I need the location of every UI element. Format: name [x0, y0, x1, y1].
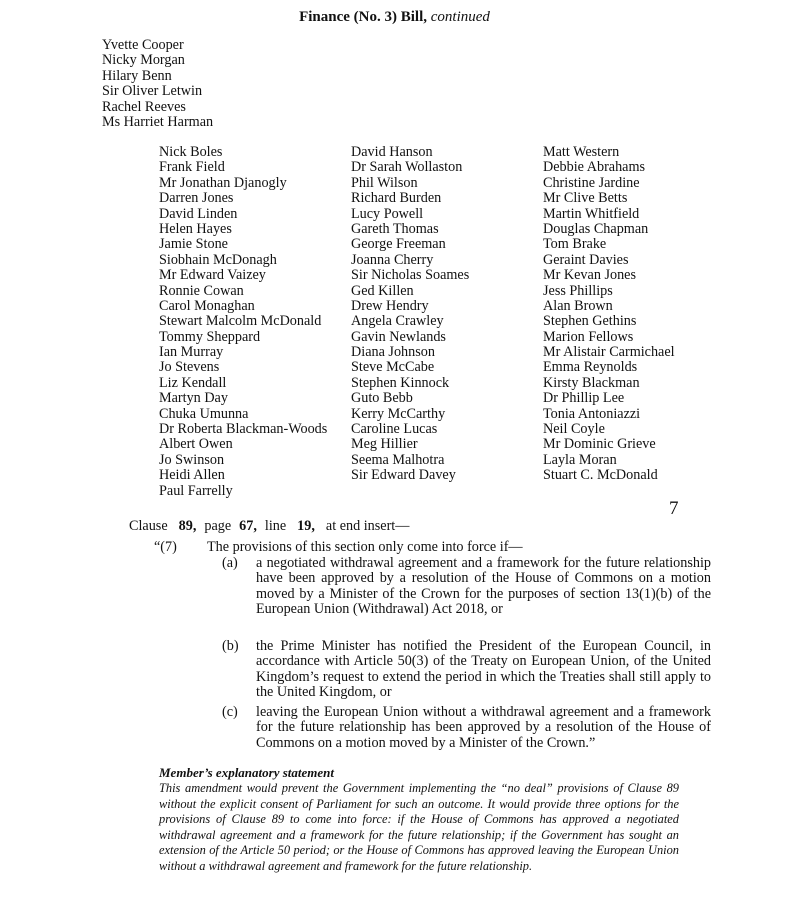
supporter-name: Martyn Day [159, 390, 228, 407]
supporter-name: Kerry McCarthy [351, 405, 446, 422]
clause-reference [129, 519, 409, 534]
supporter-name: Nick Boles [159, 144, 223, 160]
bill-title: Finance (No. 3) Bill, [299, 9, 427, 25]
line-word: line [264, 518, 287, 534]
supporter-name: Neil Coyle [543, 421, 605, 438]
page-number: 67, [239, 518, 257, 534]
supporter-name: Phil Wilson [351, 174, 418, 191]
supporter-name: Alan Brown [543, 297, 613, 314]
primary-name: Ms Harriet Harman [102, 113, 214, 130]
supporter-name: Jamie Stone [159, 236, 228, 253]
supporter-name: Stephen Gethins [543, 313, 637, 330]
supporter-name: Marion Fellows [543, 328, 634, 345]
supporter-name: Helen Hayes [159, 220, 232, 237]
supporter-name: Mr Alistair Carmichael [543, 344, 675, 361]
supporter-name: Jess Phillips [543, 282, 613, 299]
supporter-name: Angela Crawley [351, 313, 444, 330]
supporter-name: Geraint Davies [543, 251, 629, 268]
supporter-name: Paul Farrelly [159, 482, 233, 499]
supporter-name: Emma Reynolds [543, 359, 638, 376]
paragraph-text: a negotiated withdrawal agreement and a framework for the future relationship have been approved by a resolution of the House of Commons on a motion moved by a Minister of the Crown for the purposes of section 13(1)(b) of the European Union (Withdrawal) Act 2018, or [256, 555, 711, 618]
supporter-name: Matt Western [543, 144, 620, 160]
supporter-name: Tommy Sheppard [159, 328, 261, 345]
supporter-name: Christine Jardine [543, 174, 640, 191]
supporter-name: Martin Whitfield [543, 205, 640, 222]
supporter-name: Ian Murray [159, 344, 224, 361]
paragraph-text: leaving the European Union without a withdrawal agreement and a framework for the future relationship has been approved by a resolution of the House of Commons on a motion moved by a Minister of the Crown.” [256, 704, 711, 751]
supporter-name: Meg Hillier [351, 436, 418, 453]
supporter-name: Gareth Thomas [351, 220, 439, 237]
primary-name: Yvette Cooper [102, 37, 184, 53]
paragraph-label: (b) [222, 638, 239, 654]
primary-name: Hilary Benn [102, 67, 172, 84]
explanatory-statement-text: This amendment would prevent the Government implementing the “no deal” provisions of Clause 89 without the explicit consent of Parliament for such an outcome. It would provide three options for the provisions of Clause 89 to come into force: if the House of Commons has approved a negotiated withdrawal agreement and a framework for the future relationship; if the Government has sought an extension of the Article 50 period; or the House of Commons has approved leaving the European Union without a withdrawal agreement and framework for the future relationship. [159, 781, 679, 873]
supporter-name: Layla Moran [543, 451, 617, 468]
supporter-name: Carol Monaghan [159, 297, 255, 314]
supporter-name: Frank Field [159, 159, 225, 176]
subsection-number: “(7) [154, 539, 177, 555]
supporter-name: Albert Owen [159, 436, 233, 453]
supporter-name: Chuka Umunna [159, 405, 249, 422]
supporter-name: Douglas Chapman [543, 220, 649, 237]
supporter-name: Darren Jones [159, 190, 234, 207]
supporter-name: Jo Swinson [159, 451, 225, 468]
supporter-name: Stuart C. McDonald [543, 467, 658, 484]
supporter-name: Siobhain McDonagh [159, 251, 277, 268]
amendment-number: 7 [669, 498, 679, 519]
supporter-name: Sir Edward Davey [351, 467, 456, 484]
primary-name: Nicky Morgan [102, 52, 185, 69]
supporters-column-1 [159, 145, 327, 499]
supporter-name: Tonia Antoniazzi [543, 405, 641, 422]
supporter-name: Debbie Abrahams [543, 159, 646, 176]
supporter-name: Dr Phillip Lee [543, 390, 625, 407]
page-word: page [204, 518, 232, 534]
paragraph-text: the Prime Minister has notified the President of the European Council, in accordance with Article 50(3) of the Treaty on European Union, of the United Kingdom’s request to extend the period in which the Treaties shall still apply to the United Kingdom, or [256, 638, 711, 701]
insert-instruction: at end insert— [325, 518, 410, 534]
supporter-name: Lucy Powell [351, 205, 424, 222]
primary-name: Rachel Reeves [102, 98, 186, 115]
primary-names-list [102, 38, 213, 130]
supporters-column-2 [351, 145, 469, 484]
paragraph-label: (a) [222, 555, 238, 571]
supporter-name: Mr Edward Vaizey [159, 267, 266, 284]
primary-name: Sir Oliver Letwin [102, 83, 203, 100]
supporter-name: Mr Jonathan Djanogly [159, 174, 287, 191]
subsection-text: The provisions of this section only come into force if— [207, 539, 523, 555]
supporter-name: George Freeman [351, 236, 446, 253]
supporter-name: Stewart Malcolm McDonald [159, 313, 322, 330]
supporter-name: Dr Sarah Wollaston [351, 159, 463, 176]
supporter-name: Mr Clive Betts [543, 190, 628, 207]
supporter-name: Mr Kevan Jones [543, 267, 636, 284]
supporter-name: Diana Johnson [351, 344, 435, 361]
clause-number: 89, [178, 518, 197, 534]
supporter-name: Ronnie Cowan [159, 282, 244, 299]
supporter-name: David Hanson [351, 144, 433, 160]
supporters-column-3 [543, 145, 675, 484]
clause-word: Clause [129, 518, 168, 534]
paragraph-label: (c) [222, 704, 238, 720]
subsection-7 [154, 540, 523, 555]
bill-title-continued: continued [430, 9, 490, 25]
supporter-name: Gavin Newlands [351, 328, 446, 345]
supporter-name: Steve McCabe [351, 359, 435, 376]
supporter-name: Heidi Allen [159, 467, 225, 484]
supporter-name: Liz Kendall [159, 374, 227, 391]
supporter-name: Joanna Cherry [351, 251, 434, 268]
supporter-name: Ged Killen [351, 282, 414, 299]
supporter-name: Jo Stevens [159, 359, 220, 376]
supporter-name: David Linden [159, 205, 238, 222]
supporter-name: Caroline Lucas [351, 421, 438, 438]
line-number: 19, [297, 518, 315, 534]
page-title [0, 8, 789, 26]
supporter-name: Dr Roberta Blackman-Woods [159, 421, 328, 438]
supporter-name: Seema Malhotra [351, 451, 445, 468]
explanatory-statement-heading: Member’s explanatory statement [159, 765, 335, 780]
supporter-name: Kirsty Blackman [543, 374, 640, 391]
supporter-name: Tom Brake [543, 236, 607, 253]
supporter-name: Richard Burden [351, 190, 442, 207]
supporter-name: Mr Dominic Grieve [543, 436, 656, 453]
supporter-name: Stephen Kinnock [351, 374, 450, 391]
supporter-name: Drew Hendry [351, 297, 429, 314]
supporter-name: Sir Nicholas Soames [351, 267, 470, 284]
supporter-name: Guto Bebb [351, 390, 413, 407]
